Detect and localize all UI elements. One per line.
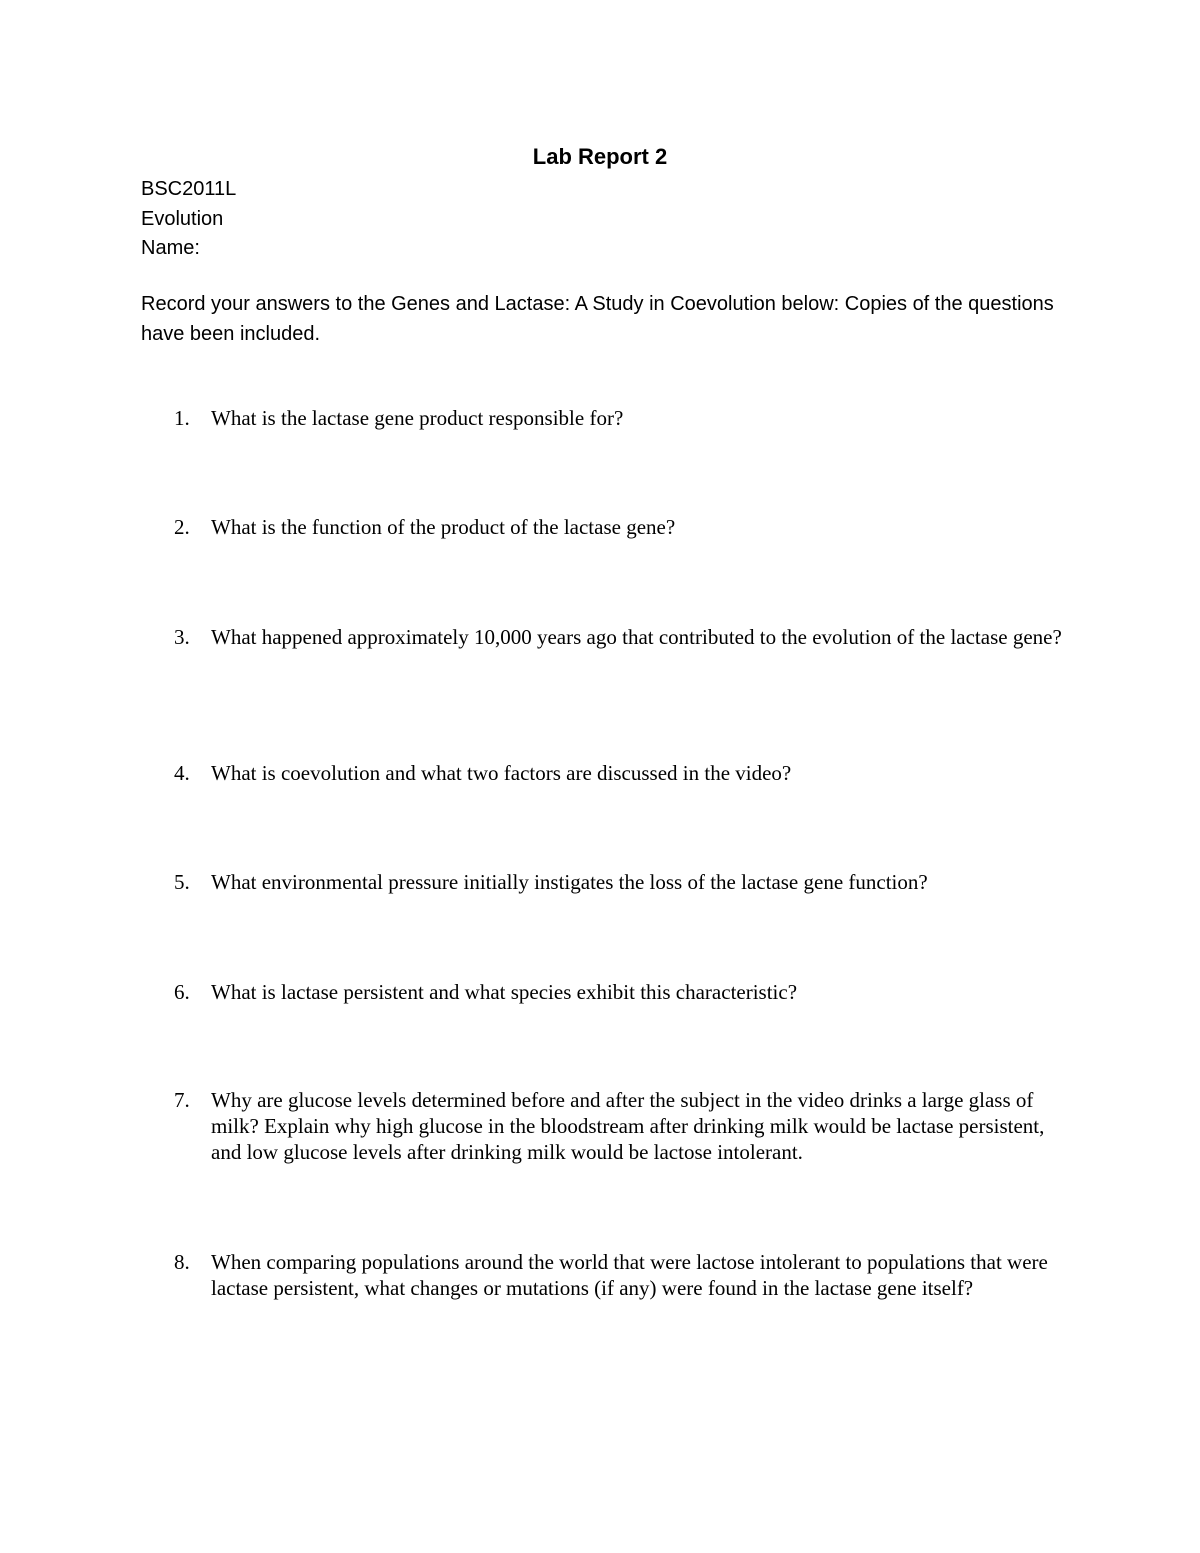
question-item bbox=[141, 869, 1071, 895]
question-text: What is the function of the product of the lactase gene? bbox=[211, 515, 676, 539]
question-text: Why are glucose levels determined before and after the subject in the video drinks a large glass of milk? Explain why high glucose in the bloodstream after drinking milk would be lactase persistent, and low glucose levels after drinking milk would be lactose intolerant. bbox=[211, 1088, 1045, 1164]
question-item bbox=[141, 1087, 1071, 1165]
question-text: What environmental pressure initially instigates the loss of the lactase gene function? bbox=[211, 870, 928, 894]
question-text: When comparing populations around the world that were lactose intolerant to populations that were lactase persistent, what changes or mutations (if any) were found in the lactase gene itself? bbox=[211, 1250, 1048, 1300]
question-text: What is the lactase gene product responsible for? bbox=[211, 406, 624, 430]
question-item bbox=[141, 624, 1071, 650]
topic-line: Evolution bbox=[141, 208, 224, 230]
document-title: Lab Report 2 bbox=[532, 144, 668, 169]
question-number: 8. bbox=[174, 1250, 190, 1274]
question-text: What happened approximately 10,000 years ago that contributed to the evolution of the lactase gene? bbox=[211, 625, 1062, 649]
instructions-paragraph: Record your answers to the Genes and Lactase: A Study in Coevolution below: Copies of the questions have been included. bbox=[141, 293, 1054, 345]
question-number: 2. bbox=[174, 515, 190, 539]
question-number: 7. bbox=[174, 1088, 190, 1112]
question-number: 3. bbox=[174, 625, 190, 649]
question-item bbox=[141, 760, 1071, 786]
question-number: 6. bbox=[174, 980, 190, 1004]
question-item bbox=[141, 405, 1071, 431]
question-text: What is lactase persistent and what species exhibit this characteristic? bbox=[211, 980, 798, 1004]
question-number: 5. bbox=[174, 870, 190, 894]
course-code: BSC2011L bbox=[141, 178, 237, 200]
question-item bbox=[141, 979, 1071, 1005]
question-item bbox=[141, 514, 1071, 540]
question-text: What is coevolution and what two factors are discussed in the video? bbox=[211, 761, 792, 785]
question-number: 1. bbox=[174, 406, 190, 430]
name-line: Name: bbox=[141, 237, 200, 259]
question-number: 4. bbox=[174, 761, 190, 785]
question-item bbox=[141, 1249, 1071, 1301]
